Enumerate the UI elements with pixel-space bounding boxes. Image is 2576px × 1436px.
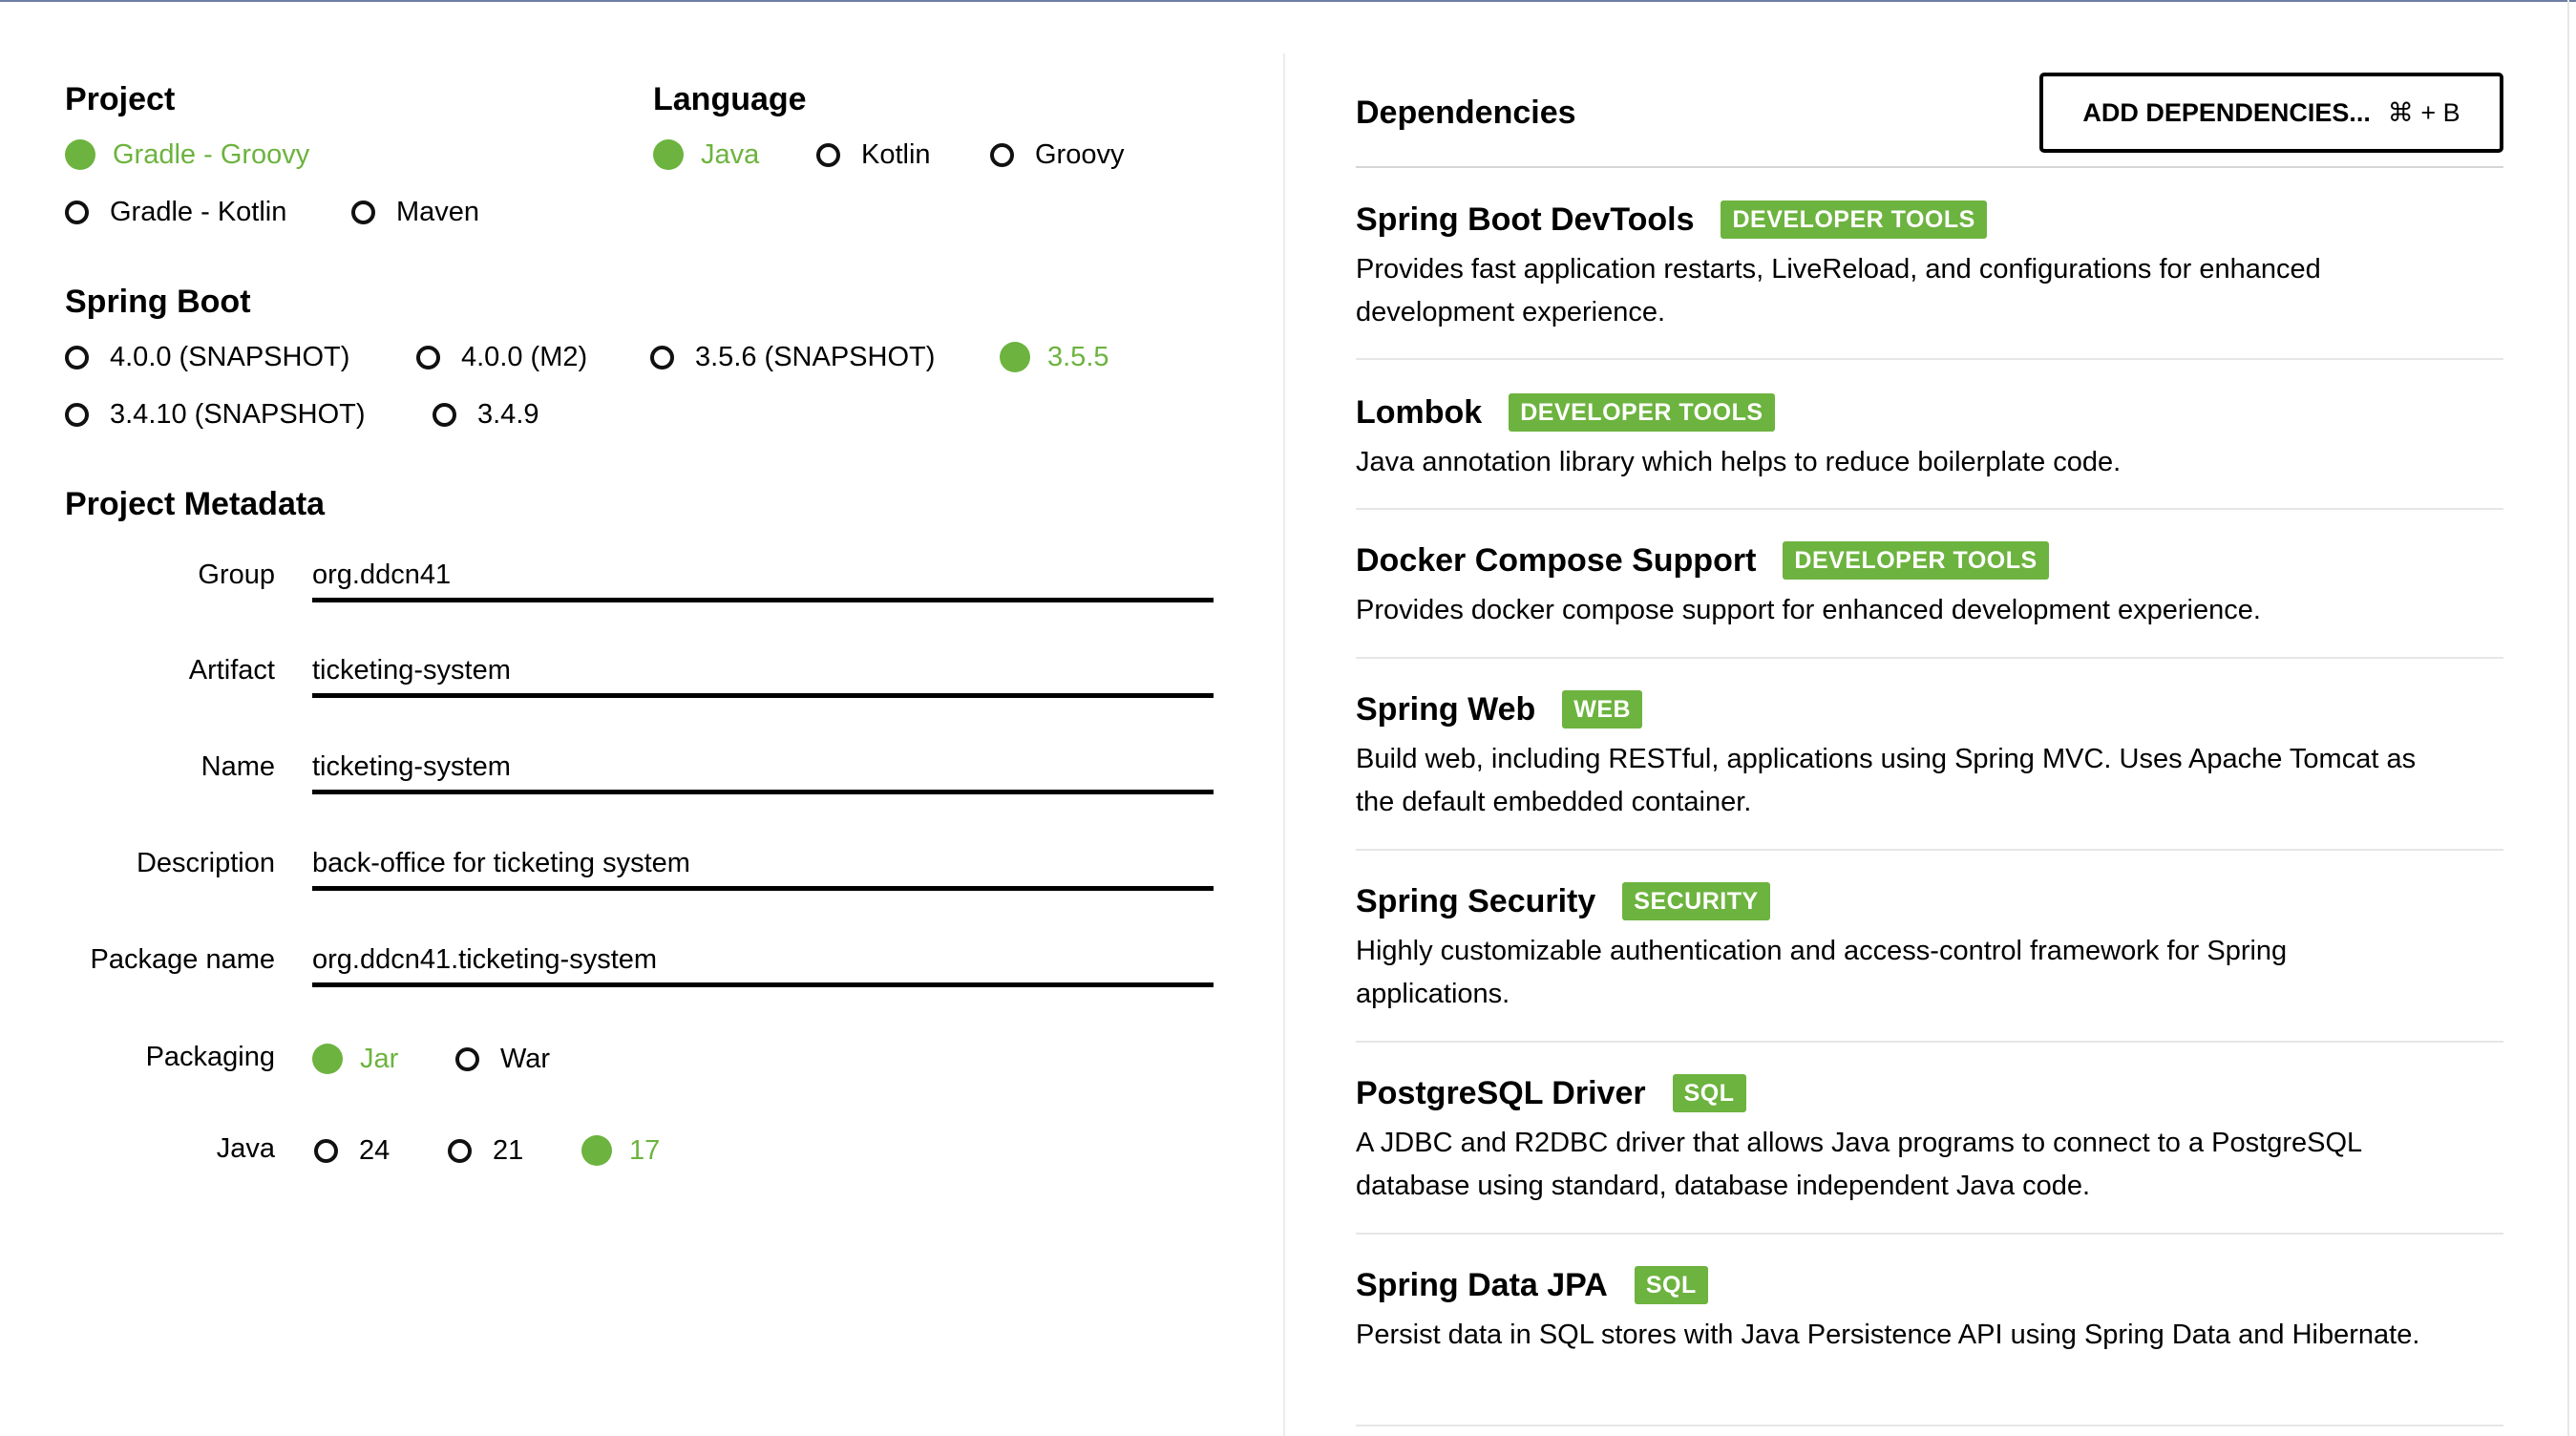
package-name-input[interactable] (312, 937, 1214, 987)
add-dependencies-button[interactable] (2039, 73, 2503, 153)
radio-unselected-icon (351, 201, 375, 224)
boot-option-3-4-9[interactable] (433, 398, 539, 431)
boot-option-4-0-0-m2[interactable] (416, 341, 587, 373)
radio-unselected-icon (433, 403, 456, 427)
divider (1356, 1041, 2503, 1043)
project-metadata-title: Project Metadata (65, 486, 326, 522)
radio-label: Gradle - Groovy (113, 139, 310, 170)
language-option-groovy[interactable] (990, 138, 1124, 171)
radio-unselected-icon (455, 1047, 479, 1071)
project-title: Project (65, 81, 176, 117)
radio-selected-icon (65, 139, 95, 170)
language-title: Language (653, 81, 807, 117)
dependency-description: Provides docker compose support for enhanced development experience. (1356, 595, 2261, 625)
top-border (0, 0, 2576, 2)
artifact-label: Artifact (188, 655, 275, 686)
column-divider (1283, 53, 1285, 1436)
radio-label: 4.0.0 (M2) (461, 342, 588, 372)
radio-label: Kotlin (861, 139, 931, 170)
radio-label: Groovy (1035, 139, 1125, 170)
divider (1356, 657, 2503, 659)
add-dependencies-label: ADD DEPENDENCIES... (2082, 97, 2371, 127)
divider (1356, 849, 2503, 851)
packaging-option-jar[interactable] (312, 1043, 398, 1075)
language-option-java[interactable] (653, 138, 759, 171)
radio-label: 21 (493, 1135, 524, 1166)
boot-option-3-4-10-snapshot[interactable] (65, 398, 366, 431)
radio-selected-icon (653, 139, 684, 170)
radio-label: 24 (359, 1135, 391, 1166)
dependencies-title: Dependencies (1356, 95, 1576, 131)
boot-option-3-5-6-snapshot[interactable] (650, 341, 935, 373)
dependency-spring-web[interactable] (1356, 688, 2502, 824)
divider (1356, 1233, 2503, 1235)
category-badge: DEVELOPER TOOLS (1509, 393, 1774, 432)
dependency-description: Provides fast application restarts, LiveReload, and configurations for enhanced development experience. (1356, 254, 2321, 327)
category-badge: DEVELOPER TOOLS (1721, 201, 1986, 239)
name-label: Name (201, 751, 275, 782)
dependency-description: A JDBC and R2DBC driver that allows Java programs to connect to a PostgreSQL database using standard, database independent Java code. (1356, 1128, 2362, 1201)
dependency-name: PostgreSQL Driver (1356, 1074, 1646, 1111)
radio-selected-icon (1000, 342, 1030, 372)
dependency-name: Docker Compose Support (1356, 541, 1757, 579)
dependency-name: Lombok (1356, 393, 1483, 431)
divider (1356, 1425, 2503, 1426)
group-label: Group (198, 560, 275, 590)
language-option-kotlin[interactable] (816, 138, 931, 171)
radio-selected-icon (581, 1135, 612, 1166)
name-input[interactable] (312, 744, 1214, 794)
package-name-label: Package name (90, 944, 275, 975)
category-badge: DEVELOPER TOOLS (1783, 541, 2048, 580)
packaging-label: Packaging (145, 1042, 275, 1072)
java-label: Java (216, 1133, 275, 1164)
radio-unselected-icon (65, 403, 89, 427)
category-badge: WEB (1562, 690, 1642, 729)
radio-label: 3.4.10 (SNAPSHOT) (110, 399, 366, 430)
category-badge: SQL (1635, 1266, 1708, 1304)
divider (1356, 166, 2503, 168)
category-badge: SQL (1673, 1074, 1746, 1112)
java-option-24[interactable] (314, 1134, 390, 1167)
description-label: Description (136, 848, 275, 878)
dependency-description: Build web, including RESTful, applications using Spring MVC. Uses Apache Tomcat as the default embedded container. (1356, 744, 2417, 817)
dependency-description: Java annotation library which helps to reduce boilerplate code. (1356, 447, 2122, 477)
radio-unselected-icon (990, 143, 1014, 167)
artifact-input[interactable] (312, 647, 1214, 698)
radio-unselected-icon (65, 201, 89, 224)
radio-label: 3.5.5 (1047, 342, 1109, 372)
dependency-postgresql-driver[interactable] (1356, 1072, 2502, 1208)
radio-label: Maven (396, 197, 480, 227)
boot-option-4-0-0-snapshot[interactable] (65, 341, 349, 373)
spring-boot-title: Spring Boot (65, 284, 251, 320)
radio-unselected-icon (65, 346, 89, 370)
java-option-17[interactable] (581, 1134, 660, 1167)
dependency-name: Spring Data JPA (1356, 1266, 1608, 1303)
dependency-lombok[interactable] (1356, 391, 2502, 484)
divider (1356, 358, 2503, 360)
radio-unselected-icon (416, 346, 440, 370)
scrollbar-track (2567, 0, 2569, 1436)
dependency-name: Spring Security (1356, 882, 1596, 919)
radio-selected-icon (312, 1044, 343, 1074)
radio-unselected-icon (448, 1139, 472, 1163)
radio-label: War (500, 1044, 551, 1074)
radio-label: Java (701, 139, 760, 170)
project-option-maven[interactable] (351, 196, 479, 228)
radio-label: 3.5.6 (SNAPSHOT) (695, 342, 936, 372)
category-badge: SECURITY (1622, 882, 1769, 920)
divider (1356, 508, 2503, 510)
java-option-21[interactable] (448, 1134, 523, 1167)
radio-unselected-icon (650, 346, 674, 370)
radio-label: Jar (360, 1044, 399, 1074)
radio-label: 4.0.0 (SNAPSHOT) (110, 342, 350, 372)
dependency-spring-security[interactable] (1356, 880, 2502, 1016)
radio-unselected-icon (816, 143, 840, 167)
dependency-spring-boot-devtools[interactable] (1356, 199, 2502, 334)
description-input[interactable] (312, 840, 1214, 891)
dependency-name: Spring Boot DevTools (1356, 201, 1695, 238)
dependency-name: Spring Web (1356, 690, 1536, 728)
packaging-option-war[interactable] (455, 1043, 550, 1075)
keyboard-shortcut-hint: ⌘ + B (2387, 97, 2460, 127)
group-input[interactable] (312, 552, 1214, 602)
radio-label: 3.4.9 (477, 399, 539, 430)
dependency-description: Highly customizable authentication and access-control framework for Spring applications. (1356, 936, 2288, 1009)
dependency-docker-compose-support[interactable] (1356, 539, 2502, 632)
project-option-gradle-kotlin[interactable] (65, 196, 286, 228)
radio-unselected-icon (314, 1139, 338, 1163)
project-option-gradle-groovy[interactable] (65, 138, 309, 171)
dependency-description: Persist data in SQL stores with Java Persistence API using Spring Data and Hibernate. (1356, 1320, 2420, 1350)
boot-option-3-5-5[interactable] (1000, 341, 1109, 373)
radio-label: 17 (629, 1135, 661, 1166)
dependency-spring-data-jpa[interactable] (1356, 1264, 2502, 1357)
radio-label: Gradle - Kotlin (110, 197, 287, 227)
